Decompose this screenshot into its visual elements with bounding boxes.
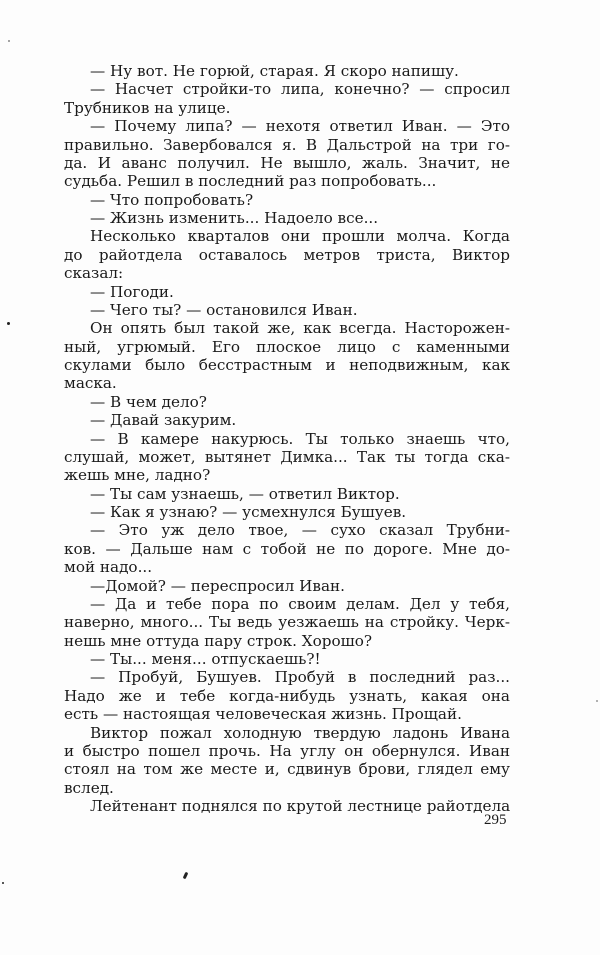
text-line: — Пробуй, Бушуев. Пробуй в последний раз... [90,668,510,687]
text-line: да. И аванс получил. Не вышло, жаль. Значит, не [64,153,510,172]
text-line: — Погоди. [90,282,174,301]
text-line: — Насчет стройки-то липа, конечно? — спросил [90,80,510,99]
text-line: мой надо... [64,558,153,577]
page-number: 295 [484,812,507,828]
text-line: до райотдела оставалось метров триста, Виктор [64,245,510,264]
text-line: стоял на том же месте и, сдвинув брови, глядел ему [64,760,510,779]
body-text [64,62,510,815]
text-line: — Ты сам узнаешь, — ответил Виктор. [90,484,400,503]
text-line: скулами было бесстрастным и неподвижным, как [64,356,510,374]
text-line: маска. [64,374,117,393]
text-line: — Давай закурим. [90,411,237,430]
text-line: слушай, может, вытянет Димка... Так ты тогда ска- [64,447,510,466]
text-line: и быстро пошел прочь. На углу он обернулся. Иван [64,741,510,760]
text-line: Он опять был такой же, как всегда. Насторожен- [90,319,510,338]
text-line: — Жизнь изменить... Надоело все... [90,209,379,227]
text-line: — Почему липа? — нехотя ответил Иван. — Это [90,117,510,136]
text-line: ный, угрюмый. Его плоское лицо с каменными [64,337,510,356]
text-line: есть — настоящая человеческая жизнь. Прощай. [64,705,462,724]
text-line: Лейтенант поднялся по крутой лестнице райотдела [90,797,511,815]
text-line: нешь мне оттуда пару строк. Хорошо? [64,631,373,650]
text-line: Трубников на улице. [64,98,231,117]
text-line: — Ты... меня... отпускаешь?! [90,650,321,668]
text-line: — В камере накурюсь. Ты только знаешь что, [90,429,510,448]
text-line: — Ну вот. Не горюй, старая. Я скоро напишу. [90,62,459,80]
scan-speck [8,40,10,42]
scan-speck [7,322,10,325]
text-line: Надо же и тебе когда-нибудь узнать, какая она [64,686,510,705]
scan-speck [596,700,598,702]
scan-speck [183,872,189,880]
text-line: ков. — Дальше нам с тобой не по дороге. Мне до- [64,539,510,558]
text-line: — Это уж дело твое, — сухо сказал Трубни- [90,521,510,540]
text-line: — Чего ты? — остановился Иван. [90,300,358,319]
text-line: — Да и тебе пора по своим делам. Дел у тебя, [90,594,510,613]
text-line: — Что попробовать? [90,190,254,209]
text-line: вслед. [64,778,114,797]
text-line: Несколько кварталов они прошли молча. Когда [90,227,510,246]
text-line: —Домой? — переспросил Иван. [90,576,345,595]
text-line: правильно. Завербовался я. В Дальстрой на три го- [64,135,510,154]
text-line: сказал: [64,264,124,283]
text-line: наверно, много... Ты ведь уезжаешь на стройку. Черк- [64,613,510,632]
text-line: жешь мне, ладно? [64,466,211,485]
scan-speck [2,882,4,884]
text-line: — Как я узнаю? — усмехнулся Бушуев. [90,503,407,521]
text-line: — В чем дело? [90,392,207,411]
text-line: Виктор пожал холодную твердую ладонь Ивана [90,723,510,742]
text-line: судьба. Решил в последний раз попробовать... [64,172,437,191]
